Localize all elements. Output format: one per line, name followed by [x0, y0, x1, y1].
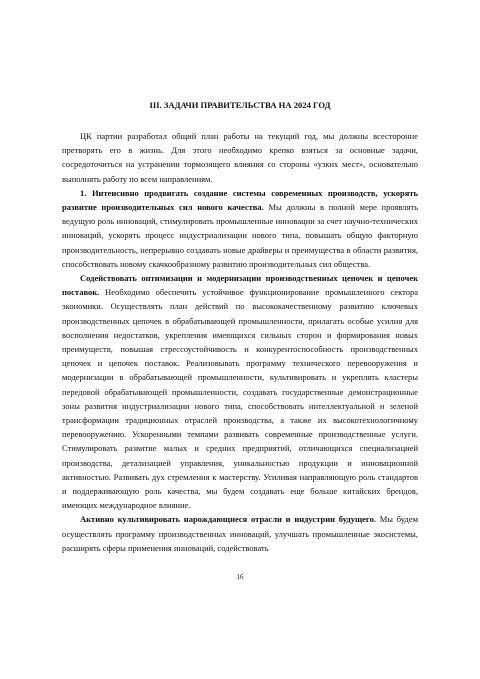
paragraph-modern-industries	[62, 186, 418, 271]
paragraph-supply-chains-bold: Содействовать оптимизации и модернизации производственных цепочек и цепочек поставок.	[62, 273, 418, 298]
paragraph-emerging-industries	[62, 512, 418, 555]
paragraph-intro	[62, 129, 418, 186]
section-heading: III. ЗАДАЧИ ПРАВИТЕЛЬСТВА НА 2024 ГОД	[149, 100, 331, 110]
paragraph-supply-chains-text: Необходимо обеспечить устойчивое функционирование промышленного сектора экономики. Осуществлять план действий по высококачественному развитию ключевых производственных цепочек в обрабатывающей промышленности, прилагать особые усилия для восполнения недостатков, укрепления имеющихся сильных сторон и формирования новых преимуществ, повышая стрессоустойчивость и конкурентоспособность производственных цепочек и цепочек поставок. Реализовывать программу технического перевооружения и модернизации в обрабатывающей промышленности, культивировать и укреплять кластеры передовой обрабатывающей промышленности, создавать государственные демонстрационные зоны развития индустриализации нового типа, способствовать интеллектуальной и зеленой трансформации традиционных отраслей производства, а также их высокотехнологичному перевооружению. Ускоренными темпами развивать современные производственные услуги. Стимулировать развитие малых и средних предприятий, отличающихся специализацией производства, детализацией управления, уникальностью продукции и инновационной активностью. Развивать дух стремления к мастерству. Усиливая направляющую роль стандартов и поддерживающую роль качества, мы будем создавать еще больше китайских брендов, имеющих международное влияние.	[62, 287, 418, 511]
paragraph-supply-chains	[62, 271, 418, 512]
paragraph-emerging-industries-bold: Активно культивировать нарождающиеся отрасли и индустрии будущего.	[80, 514, 376, 525]
page-number: 16	[236, 573, 244, 581]
document-body	[62, 100, 418, 555]
paragraph-intro-text: ЦК партии разработал общий план работы на текущий год, мы должны всесторонне претворять его в жизнь. Для этого необходимо крепко взяться за основные задачи, сосредоточиться на устранении тормозящего влияния со стороны «узких мест», основательно выполнять работу по всем направлениям.	[62, 131, 418, 184]
paragraph-modern-industries-text: Мы должны в полной мере проявлять ведущую роль инноваций, стимулировать промышленные инновации за счет научно-технических инноваций, ускорять процесс индустриализации нового типа, повышать общую факторную производительность, непрерывно создавать новые драйверы и преимущества в области развития, способствовать новому скачкообразному развитию производительных сил общества.	[62, 202, 419, 269]
paragraph-emerging-industries-text: Мы будем осуществлять программу производственных инноваций, улучшать промышленные экосистемы, расширять сферы применения инноваций, содействовать	[62, 514, 418, 553]
paragraph-modern-industries-bold: 1. Интенсивно продвигать создание системы современных производств, ускорять развитие производительных сил нового качества.	[62, 187, 418, 213]
